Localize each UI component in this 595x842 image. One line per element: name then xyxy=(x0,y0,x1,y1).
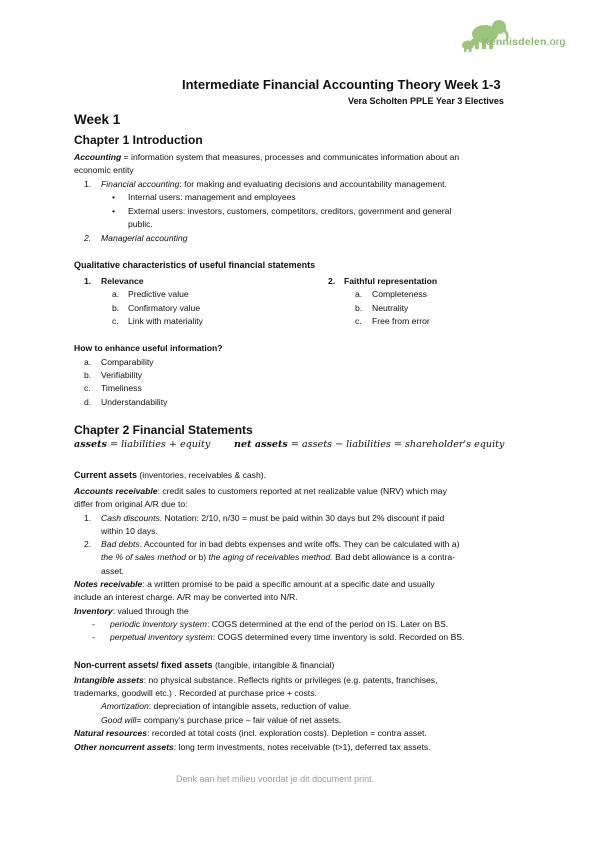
enhance-item: Verifiability xyxy=(101,370,143,380)
bullet-icon: • xyxy=(112,192,116,202)
faithful-representation-label: Faithful representation xyxy=(344,276,438,286)
list-letter: b. xyxy=(84,370,92,380)
intangible-assets-def-cont: trademarks, goodwill etc.) . Recorded at purchase price + costs. xyxy=(74,688,317,698)
notes-receivable-def: Notes receivable: a written promise to be paid a specific amount at a specific date and usually xyxy=(74,579,435,589)
chapter-2-heading: Chapter 2 Financial Statements xyxy=(74,423,253,437)
relevance-item: Link with materiality xyxy=(128,316,203,326)
inventory-def: Inventory: valued through the xyxy=(74,606,189,616)
list-letter: c. xyxy=(84,383,91,393)
external-users-item: External users: investors, customers, competitors, creditors, government and general xyxy=(128,206,452,216)
accounts-receivable-def-cont: differ from original A/R due to: xyxy=(74,499,188,509)
relevance-label: Relevance xyxy=(101,276,144,286)
relevance-item: Predictive value xyxy=(128,289,189,299)
faithful-item: Neutrality xyxy=(372,303,409,313)
list-letter: b. xyxy=(355,303,363,313)
enhance-item: Comparability xyxy=(101,357,154,367)
dash-icon: - xyxy=(92,619,95,629)
list-number: 2. xyxy=(84,539,92,549)
qualitative-heading: Qualitative characteristics of useful financial statements xyxy=(74,260,316,270)
intangible-assets-def: Intangible assets: no physical substance. Reflects rights or privileges (e.g. patents, franchises, xyxy=(74,675,438,685)
list-number: 1. xyxy=(84,276,92,286)
bad-debts-item-cont: asset. xyxy=(101,566,124,576)
logo-text: Kennisdelen.org xyxy=(482,36,566,48)
list-letter: d. xyxy=(84,397,92,407)
list-number: 1. xyxy=(84,179,92,189)
enhance-item: Timeliness xyxy=(101,383,142,393)
accounting-equation: assets = liabilities + equity xyxy=(74,439,211,450)
list-letter: c. xyxy=(355,316,362,326)
list-letter: b. xyxy=(112,303,120,313)
kennisdelen-logo-icon xyxy=(458,12,576,58)
amortization-def: Amortization: depreciation of intangible assets, reduction of value. xyxy=(101,701,352,711)
list-number: 2. xyxy=(328,276,336,286)
list-number: 1. xyxy=(84,513,92,523)
notes-receivable-def-cont: include an interest charge. A/R may be converted into N/R. xyxy=(74,592,298,602)
other-noncurrent-assets-def: Other noncurrent assets: long term investments, notes receivable (t>1), deferred tax assets. xyxy=(74,742,431,752)
non-current-assets-heading: Non-current assets/ fixed assets (tangible, intangible & financial) xyxy=(74,660,335,670)
bad-debts-item: Bad debts. Accounted for in bad debts expenses and write offs. They can be calculated with a) xyxy=(101,539,460,549)
list-number: 2. xyxy=(84,233,92,243)
list-letter: a. xyxy=(84,357,92,367)
list-letter: c. xyxy=(112,316,119,326)
document-subtitle: Vera Scholten PPLE Year 3 Electives xyxy=(348,96,504,106)
accounting-definition: Accounting = information system that measures, processes and communicates information about an xyxy=(74,152,460,162)
dash-icon: - xyxy=(92,632,95,642)
cash-discounts-item-cont: within 10 days. xyxy=(101,526,158,536)
bullet-icon: • xyxy=(112,206,116,216)
week-heading: Week 1 xyxy=(74,112,121,127)
managerial-accounting-item: Managerial accounting xyxy=(101,233,188,243)
goodwill-def: Good will= company's purchase price – fair value of net assets. xyxy=(101,715,342,725)
faithful-item: Completeness xyxy=(372,289,427,299)
financial-accounting-item: Financial accounting: for making and evaluating decisions and accountability management. xyxy=(101,179,447,189)
periodic-inventory-item: periodic inventory system: COGS determined at the end of the period on IS. Later on BS. xyxy=(110,619,449,629)
current-assets-heading: Current assets (inventories, receivables & cash). xyxy=(74,470,266,480)
external-users-item-cont: public. xyxy=(128,219,153,229)
list-letter: a. xyxy=(112,289,120,299)
list-letter: a. xyxy=(355,289,363,299)
internal-users-item: Internal users: management and employees xyxy=(128,192,296,202)
bad-debts-item-cont: the % of sales method or b) the aging of receivables method. Bad debt allowance is a contra- xyxy=(101,552,455,562)
enhance-heading: How to enhance useful information? xyxy=(74,343,223,353)
chapter-1-heading: Chapter 1 Introduction xyxy=(74,133,203,147)
faithful-item: Free from error xyxy=(372,316,430,326)
document-title: Intermediate Financial Accounting Theory Week 1-3 xyxy=(182,77,501,92)
natural-resources-def: Natural resources: recorded at total costs (incl. exploration costs). Depletion = contra asset. xyxy=(74,728,427,738)
cash-discounts-item: Cash discounts. Notation: 2/10, n/30 = must be paid within 30 days but 2% discount if paid xyxy=(101,513,445,523)
relevance-item: Confirmatory value xyxy=(128,303,201,313)
footer-note: Denk aan het milieu voordat je dit document print. xyxy=(176,774,375,784)
perpetual-inventory-item: perpetual inventory system: COGS determined every time inventory is sold. Recorded on BS. xyxy=(110,632,465,642)
net-assets-equation: net assets = assets − liabilities = shareholder's equity xyxy=(234,439,505,450)
accounts-receivable-def: Accounts receivable: credit sales to customers reported at net realizable value (NRV) which may xyxy=(74,486,447,496)
enhance-item: Understandability xyxy=(101,397,168,407)
accounting-definition-cont: economic entity xyxy=(74,165,134,175)
